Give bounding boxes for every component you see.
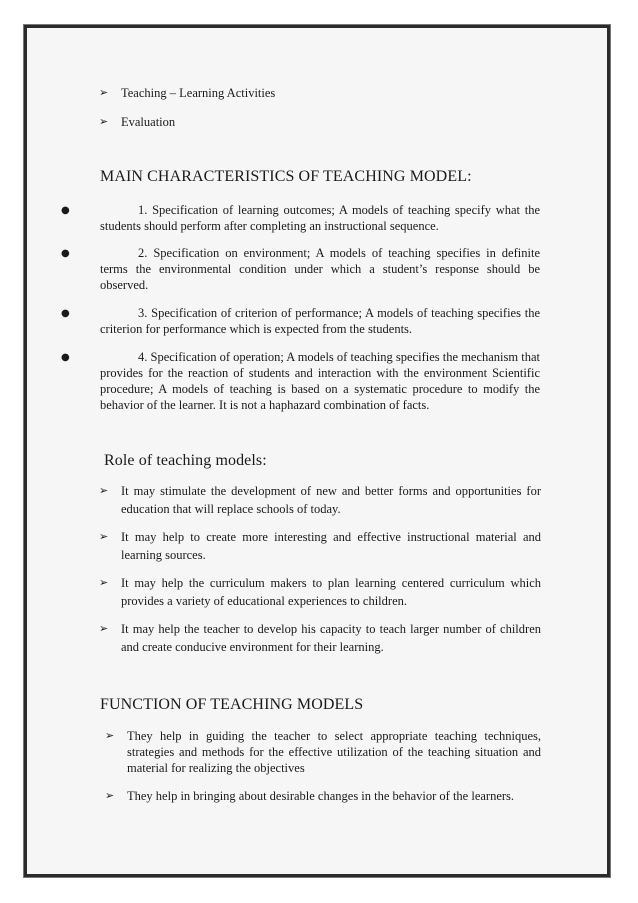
- arrow-bullet-icon: ➢: [105, 729, 115, 742]
- arrow-bullet-icon: ➢: [99, 484, 109, 497]
- list-item: 3. Specification of criterion of performance; A models of teaching specifies the criterion for performance which is expected from the students.: [100, 306, 540, 336]
- arrow-bullet-icon: ➢: [99, 576, 109, 589]
- list-item: ➢ It may help to create more interesting and effective instructional material and learning sources.: [99, 530, 541, 562]
- bullet-dot-icon: ●: [61, 352, 70, 363]
- arrow-bullet-icon: ➢: [99, 86, 109, 99]
- list-item: ➢ They help in bringing about desirable changes in the behavior of the learners.: [105, 789, 515, 803]
- arrow-bullet-icon: ➢: [99, 622, 109, 635]
- list-item: 1. Specification of learning outcomes; A models of teaching specify what the students should perform after completing an instructional sequence.: [100, 203, 540, 233]
- list-item: 4. Specification of operation; A models of teaching specifies the mechanism that provides for the reaction of students and interaction with the environment Scientific procedure; A models of teaching is based on a systematic procedure to modify the behavior of the learner. It is not a haphazard combination of facts.: [100, 350, 540, 412]
- list-item: ➢ It may stimulate the development of new and better forms and opportunities for education that will replace schools of today.: [99, 484, 541, 516]
- page-content: [27, 28, 607, 874]
- list-item: ➢ It may help the curriculum makers to plan learning centered curriculum which provides a variety of educational experiences to children.: [99, 576, 541, 608]
- list-item: ➢ Evaluation: [99, 115, 176, 129]
- list-item: ➢ It may help the teacher to develop his capacity to teach larger number of children and create conducive environment for their learning.: [99, 622, 541, 654]
- section-heading: FUNCTION OF TEACHING MODELS: [100, 696, 364, 713]
- bullet-dot-icon: ●: [61, 248, 70, 259]
- bullet-dot-icon: ●: [61, 308, 70, 319]
- list-item: ➢ They help in guiding the teacher to select appropriate teaching techniques, strategies and methods for the effective utilization of the teaching situation and material for realizing the objectives: [105, 729, 541, 775]
- arrow-bullet-icon: ➢: [105, 789, 115, 802]
- list-item: 2. Specification on environment; A models of teaching specifies in definite terms the environmental condition under which a student’s response should be observed.: [100, 246, 540, 292]
- section-heading: Role of teaching models:: [104, 452, 267, 469]
- arrow-bullet-icon: ➢: [99, 115, 109, 128]
- arrow-bullet-icon: ➢: [99, 530, 109, 543]
- document-page: [24, 25, 610, 877]
- list-item: ➢ Teaching – Learning Activities: [99, 86, 276, 100]
- bullet-dot-icon: ●: [61, 205, 70, 216]
- section-heading: MAIN CHARACTERISTICS OF TEACHING MODEL:: [100, 168, 472, 185]
